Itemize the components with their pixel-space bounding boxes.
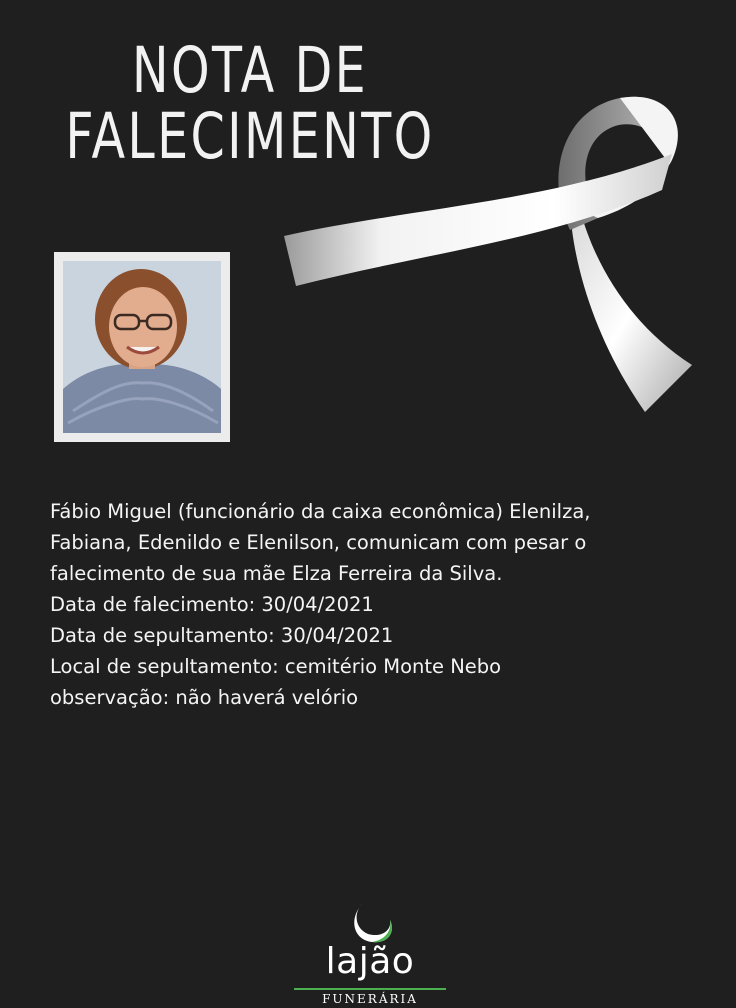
funeral-home-logo: [292, 896, 448, 1008]
logo-subtitle: FUNERÁRIA: [322, 992, 418, 1006]
photo-frame: [54, 252, 230, 442]
death-date-line: Data de falecimento: 30/04/2021: [50, 593, 374, 616]
notice-line: Fabiana, Edenildo e Elenilson, comunicam com pesar o: [50, 531, 587, 554]
title-line-1: NOTA DE: [131, 34, 369, 107]
burial-date-line: Data de sepultamento: 30/04/2021: [50, 624, 394, 647]
burial-place-line: Local de sepultamento: cemitério Monte Nebo: [50, 655, 502, 678]
notice-line: falecimento de sua mãe Elza Ferreira da Silva.: [50, 562, 503, 585]
obituary-notice: [50, 496, 690, 713]
mourning-ribbon-icon: [280, 90, 700, 420]
logo-underline: [294, 988, 446, 990]
logo-wordmark: lajão: [325, 941, 415, 982]
notice-line: Fábio Miguel (funcionário da caixa econômica) Elenilza,: [50, 500, 591, 523]
title-line-2: FALECIMENTO: [65, 100, 435, 173]
crescent-logo-icon: [292, 896, 448, 946]
portrait-photo: [63, 261, 221, 433]
observation-line: observação: não haverá velório: [50, 686, 359, 709]
